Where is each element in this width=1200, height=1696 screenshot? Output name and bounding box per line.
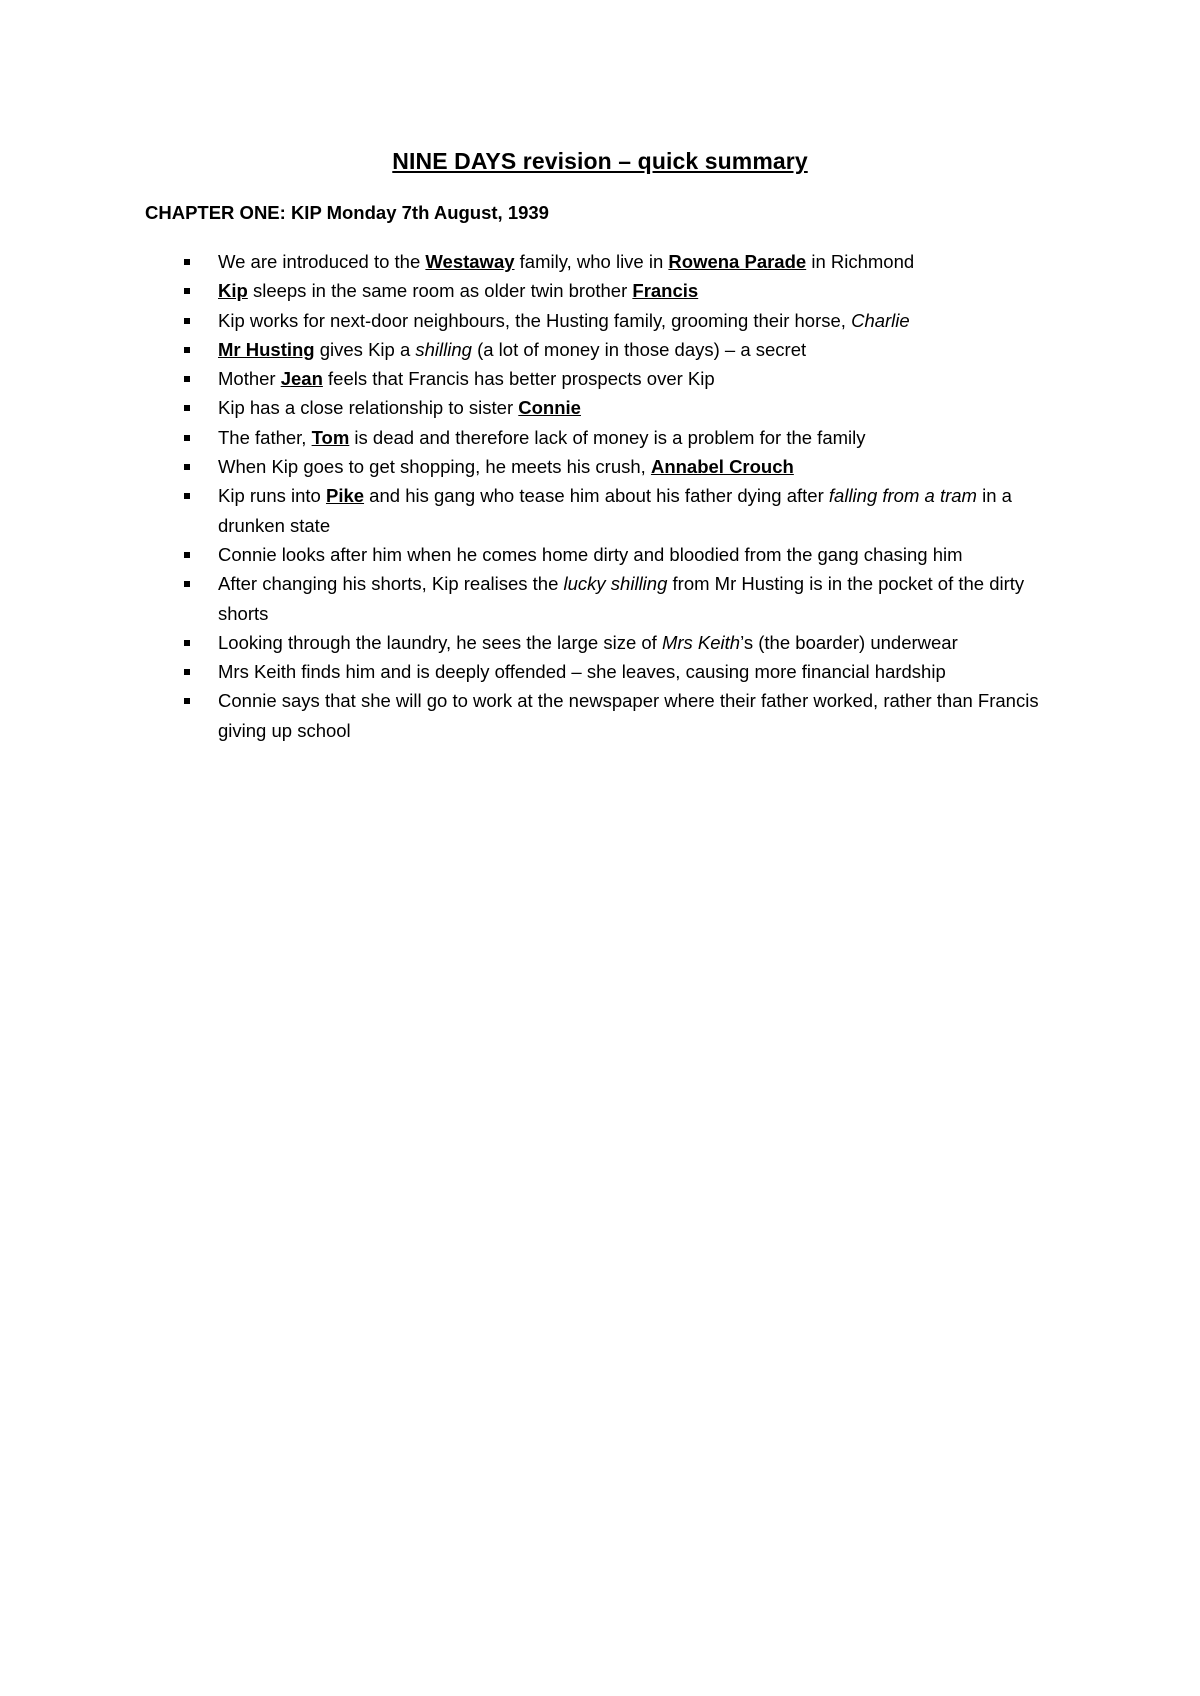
- square-bullet-icon: [184, 552, 190, 558]
- square-bullet-icon: [184, 259, 190, 265]
- key-term: Rowena Parade: [668, 251, 807, 272]
- square-bullet-icon: [184, 698, 190, 704]
- list-item: [145, 306, 1055, 335]
- list-item: [145, 686, 1055, 745]
- text-segment: gives Kip a: [314, 338, 416, 360]
- list-item: [145, 657, 1055, 686]
- text-segment: Kip works for next-door neighbours, the Husting family, grooming their horse,: [218, 309, 852, 331]
- key-term: Tom: [311, 426, 350, 448]
- text-segment: When Kip goes to get shopping, he meets his crush,: [218, 456, 651, 478]
- square-bullet-icon: [184, 669, 190, 675]
- list-item: [145, 452, 1055, 481]
- square-bullet-icon: [184, 347, 190, 353]
- key-term: Kip: [218, 280, 248, 302]
- square-bullet-icon: [184, 493, 190, 499]
- text-segment: Kip has a close relationship to sister: [218, 397, 519, 419]
- text-segment: feels that Francis has better prospects over Kip: [322, 368, 715, 390]
- list-item: [145, 364, 1055, 393]
- list-item: [145, 569, 1055, 628]
- list-item: [145, 276, 1055, 305]
- square-bullet-icon: [184, 640, 190, 646]
- summary-bullet-list: [145, 247, 1055, 745]
- key-term: Mr Husting: [218, 338, 315, 360]
- text-segment: After changing his shorts, Kip realises the: [218, 573, 564, 595]
- text-segment: sleeps in the same room as older twin brother: [247, 280, 633, 302]
- list-item: [145, 540, 1055, 569]
- square-bullet-icon: [184, 435, 190, 441]
- text-segment: The father,: [218, 426, 312, 448]
- text-segment: Mrs Keith finds him and is deeply offended – she leaves, causing more financial hardship: [218, 661, 946, 683]
- key-term: Francis: [632, 280, 699, 302]
- text-segment: from Mr Husting is in the pocket of the dirty shorts: [218, 573, 1025, 624]
- text-segment: family, who live in: [514, 251, 669, 272]
- list-item: [145, 335, 1055, 364]
- list-item: [145, 423, 1055, 452]
- square-bullet-icon: [184, 581, 190, 587]
- text-segment: Mother: [218, 368, 281, 390]
- page-title: NINE DAYS revision – quick summary: [392, 148, 808, 174]
- list-item: [145, 481, 1055, 540]
- emphasis-text: shilling: [415, 338, 472, 360]
- square-bullet-icon: [184, 464, 190, 470]
- list-item: [145, 628, 1055, 657]
- text-segment: Kip runs into: [218, 485, 326, 507]
- text-segment: We are introduced to the: [218, 251, 426, 272]
- chapter-heading: CHAPTER ONE: KIP Monday 7th August, 1939: [145, 202, 549, 223]
- text-segment: in Richmond: [806, 251, 915, 272]
- square-bullet-icon: [184, 376, 190, 382]
- text-segment: and his gang who tease him about his father dying after: [364, 485, 829, 507]
- text-segment: ’s (the boarder) underwear: [740, 631, 958, 653]
- text-segment: Connie says that she will go to work at the newspaper where their father worked, rather than Francis giving up school: [218, 690, 1039, 741]
- text-segment: Looking through the laundry, he sees the large size of: [218, 631, 662, 653]
- key-term: Connie: [518, 397, 581, 419]
- list-item: [145, 247, 1055, 276]
- text-segment: is dead and therefore lack of money is a problem for the family: [349, 426, 866, 448]
- emphasis-text: Mrs Keith: [661, 631, 741, 653]
- square-bullet-icon: [184, 405, 190, 411]
- key-term: Westaway: [425, 251, 515, 272]
- key-term: Annabel Crouch: [650, 456, 794, 478]
- emphasis-text: lucky shilling: [563, 573, 668, 595]
- key-term: Pike: [325, 485, 365, 507]
- square-bullet-icon: [184, 288, 190, 294]
- square-bullet-icon: [184, 318, 190, 324]
- text-segment: Connie looks after him when he comes home dirty and bloodied from the gang chasing him: [218, 543, 963, 565]
- list-item: [145, 393, 1055, 422]
- key-term: Jean: [280, 368, 323, 390]
- text-segment: in a drunken state: [218, 485, 1012, 536]
- emphasis-text: falling from a tram: [828, 485, 977, 507]
- emphasis-text: Charlie: [851, 309, 910, 331]
- text-segment: (a lot of money in those days) – a secret: [471, 338, 807, 360]
